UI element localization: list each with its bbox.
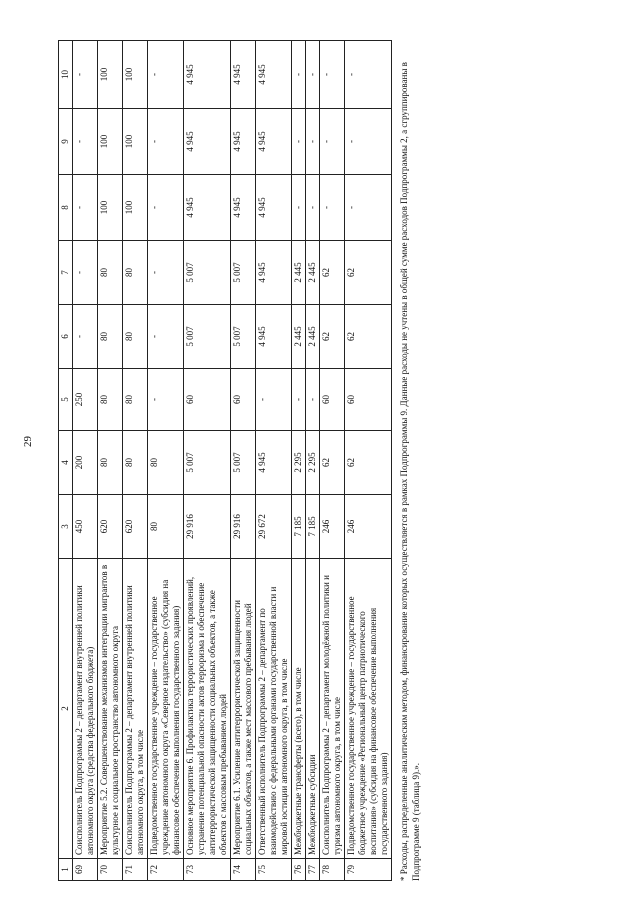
column-header: 4 bbox=[59, 431, 73, 495]
footnote: * Расходы, распределенные аналитическим методом, финансирование которых осуществляется в рамках Подпрограммы 9. Данные расходы не учтены в общей сумме расходов Подпрограммы 2, а сгруппированы в Подпрограмме 9 (таблица 9).». bbox=[399, 62, 421, 881]
column-header: 3 bbox=[59, 495, 73, 559]
value-cell: 5 007 bbox=[184, 305, 231, 369]
table-row bbox=[306, 41, 320, 881]
value-cell: - bbox=[73, 175, 98, 241]
value-cell: 100 bbox=[123, 175, 148, 241]
value-cell: - bbox=[73, 41, 98, 109]
value-cell: 60 bbox=[345, 369, 392, 431]
value-cell: 80 bbox=[98, 431, 123, 495]
value-cell: 80 bbox=[98, 369, 123, 431]
value-cell: - bbox=[306, 175, 320, 241]
row-number: 74 bbox=[231, 859, 256, 881]
column-header: 7 bbox=[59, 241, 73, 305]
value-cell: 100 bbox=[98, 109, 123, 175]
value-cell: 5 007 bbox=[184, 241, 231, 305]
value-cell: - bbox=[148, 369, 184, 431]
row-number: 72 bbox=[148, 859, 184, 881]
value-cell: - bbox=[148, 41, 184, 109]
value-cell: 246 bbox=[320, 495, 345, 559]
value-cell: 4 945 bbox=[256, 305, 292, 369]
value-cell: 100 bbox=[123, 41, 148, 109]
value-cell: 2 445 bbox=[292, 241, 306, 305]
value-cell: 29 916 bbox=[231, 495, 256, 559]
value-cell: 250 bbox=[73, 369, 98, 431]
value-cell: 60 bbox=[184, 369, 231, 431]
value-cell: 80 bbox=[123, 241, 148, 305]
row-number: 70 bbox=[98, 859, 123, 881]
value-cell: 620 bbox=[123, 495, 148, 559]
value-cell: - bbox=[73, 109, 98, 175]
value-cell: 4 945 bbox=[231, 41, 256, 109]
row-description: Мероприятие 6.1. Усиление антитеррористической защищенности социальных объектов, а также мест массового пребывания людей bbox=[231, 559, 256, 859]
table-row bbox=[184, 41, 231, 881]
value-cell: 100 bbox=[98, 41, 123, 109]
row-number: 78 bbox=[320, 859, 345, 881]
value-cell: 2 445 bbox=[306, 305, 320, 369]
value-cell: - bbox=[306, 369, 320, 431]
row-description: Подведомственное государственное учреждение – государственное бюджетное учреждение «Региональный центр патриотического воспитания» (субсидия на финансовое обеспечение выполнения государственного задания) bbox=[345, 559, 392, 859]
value-cell: 4 945 bbox=[184, 41, 231, 109]
value-cell: - bbox=[345, 109, 392, 175]
value-cell: - bbox=[320, 175, 345, 241]
value-cell: 62 bbox=[345, 431, 392, 495]
row-number: 69 bbox=[73, 859, 98, 881]
table-row bbox=[123, 41, 148, 881]
column-header: 10 bbox=[59, 41, 73, 109]
value-cell: - bbox=[256, 369, 292, 431]
row-description: Соисполнитель Подпрограммы 2 – департамент внутренней политики автономного округа (средства федерального бюджета) bbox=[73, 559, 98, 859]
value-cell: - bbox=[148, 109, 184, 175]
row-description: Ответственный исполнитель Подпрограммы 2 – департамент по взаимодействию с федеральными органами государственной власти и мировой юстиции автономного округа, в том числе bbox=[256, 559, 292, 859]
value-cell: 5 007 bbox=[184, 431, 231, 495]
row-number: 71 bbox=[123, 859, 148, 881]
value-cell: 200 bbox=[73, 431, 98, 495]
value-cell: 5 007 bbox=[231, 431, 256, 495]
value-cell: 4 945 bbox=[256, 175, 292, 241]
value-cell: - bbox=[306, 109, 320, 175]
value-cell: 80 bbox=[148, 431, 184, 495]
row-number: 75 bbox=[256, 859, 292, 881]
value-cell: 80 bbox=[98, 241, 123, 305]
row-description: Соисполнитель Подпрограммы 2 – департамент внутренней политики автономного округа, в том числе bbox=[123, 559, 148, 859]
page-number: 29 bbox=[22, 436, 34, 447]
value-cell: 62 bbox=[345, 305, 392, 369]
row-number: 79 bbox=[345, 859, 392, 881]
value-cell: 80 bbox=[123, 305, 148, 369]
value-cell: 29 916 bbox=[184, 495, 231, 559]
budget-table bbox=[58, 40, 392, 881]
value-cell: 62 bbox=[345, 241, 392, 305]
table-header-row bbox=[59, 41, 73, 881]
value-cell: 620 bbox=[98, 495, 123, 559]
value-cell: - bbox=[292, 175, 306, 241]
table-row bbox=[148, 41, 184, 881]
value-cell: 4 945 bbox=[256, 431, 292, 495]
value-cell: - bbox=[148, 175, 184, 241]
value-cell: - bbox=[292, 41, 306, 109]
value-cell: - bbox=[292, 369, 306, 431]
value-cell: 80 bbox=[98, 305, 123, 369]
value-cell: - bbox=[320, 109, 345, 175]
value-cell: 4 945 bbox=[184, 109, 231, 175]
value-cell: - bbox=[306, 41, 320, 109]
value-cell: 62 bbox=[320, 305, 345, 369]
table-row bbox=[73, 41, 98, 881]
value-cell: 7 185 bbox=[306, 495, 320, 559]
value-cell: - bbox=[345, 175, 392, 241]
value-cell: - bbox=[148, 241, 184, 305]
value-cell: 29 672 bbox=[256, 495, 292, 559]
value-cell: 2 445 bbox=[292, 305, 306, 369]
value-cell: 5 007 bbox=[231, 305, 256, 369]
table-row bbox=[320, 41, 345, 881]
column-header: 2 bbox=[59, 559, 73, 859]
value-cell: 5 007 bbox=[231, 241, 256, 305]
row-number: 73 bbox=[184, 859, 231, 881]
value-cell: 4 945 bbox=[231, 109, 256, 175]
value-cell: 2 295 bbox=[292, 431, 306, 495]
value-cell: 4 945 bbox=[256, 41, 292, 109]
value-cell: - bbox=[73, 241, 98, 305]
row-number: 76 bbox=[292, 859, 306, 881]
table-row bbox=[231, 41, 256, 881]
value-cell: 450 bbox=[73, 495, 98, 559]
value-cell: - bbox=[345, 41, 392, 109]
table-body bbox=[73, 41, 392, 881]
value-cell: 100 bbox=[98, 175, 123, 241]
value-cell: 4 945 bbox=[256, 109, 292, 175]
value-cell: 4 945 bbox=[184, 175, 231, 241]
table-row bbox=[98, 41, 123, 881]
row-description: Подведомственное государственное учреждение – государственное учреждение автономного округа «Северное издательство» (субсидия на финансовое обеспечение выполнения государственного задания) bbox=[148, 559, 184, 859]
value-cell: 62 bbox=[320, 241, 345, 305]
value-cell: 100 bbox=[123, 109, 148, 175]
value-cell: 7 185 bbox=[292, 495, 306, 559]
column-header: 8 bbox=[59, 175, 73, 241]
value-cell: 80 bbox=[123, 369, 148, 431]
row-number: 77 bbox=[306, 859, 320, 881]
value-cell: 4 945 bbox=[231, 175, 256, 241]
value-cell: - bbox=[73, 305, 98, 369]
value-cell: 246 bbox=[345, 495, 392, 559]
value-cell: - bbox=[292, 109, 306, 175]
row-description: Соисполнитель Подпрограммы 2 – департамент молодёжной политики и туризма автономного округа, в том числе bbox=[320, 559, 345, 859]
value-cell: 80 bbox=[148, 495, 184, 559]
row-description: Межбюджетные субсидии bbox=[306, 559, 320, 859]
table-row bbox=[345, 41, 392, 881]
column-header: 6 bbox=[59, 305, 73, 369]
value-cell: 60 bbox=[320, 369, 345, 431]
value-cell: - bbox=[148, 305, 184, 369]
column-header: 9 bbox=[59, 109, 73, 175]
value-cell: 62 bbox=[320, 431, 345, 495]
column-header: 1 bbox=[59, 859, 73, 881]
value-cell: 80 bbox=[123, 431, 148, 495]
table-row bbox=[292, 41, 306, 881]
row-description: Основное мероприятие 6. Профилактика террористических проявлений, устранение потенциальной опасности актов терроризма и обеспечение антитеррористической защищенности социальных объектов, а также объектов с массовым пребыванием людей bbox=[184, 559, 231, 859]
rotated-page-content bbox=[58, 41, 568, 881]
row-description: Мероприятие 5.2. Совершенствование механизмов интеграции мигрантов в культурное и социальное пространство автономного округа bbox=[98, 559, 123, 859]
table-row bbox=[256, 41, 292, 881]
column-header: 5 bbox=[59, 369, 73, 431]
value-cell: - bbox=[320, 41, 345, 109]
row-description: Межбюджетные трансферты (всего), в том числе bbox=[292, 559, 306, 859]
value-cell: 2 445 bbox=[306, 241, 320, 305]
value-cell: 4 945 bbox=[256, 241, 292, 305]
value-cell: 2 295 bbox=[306, 431, 320, 495]
value-cell: 60 bbox=[231, 369, 256, 431]
